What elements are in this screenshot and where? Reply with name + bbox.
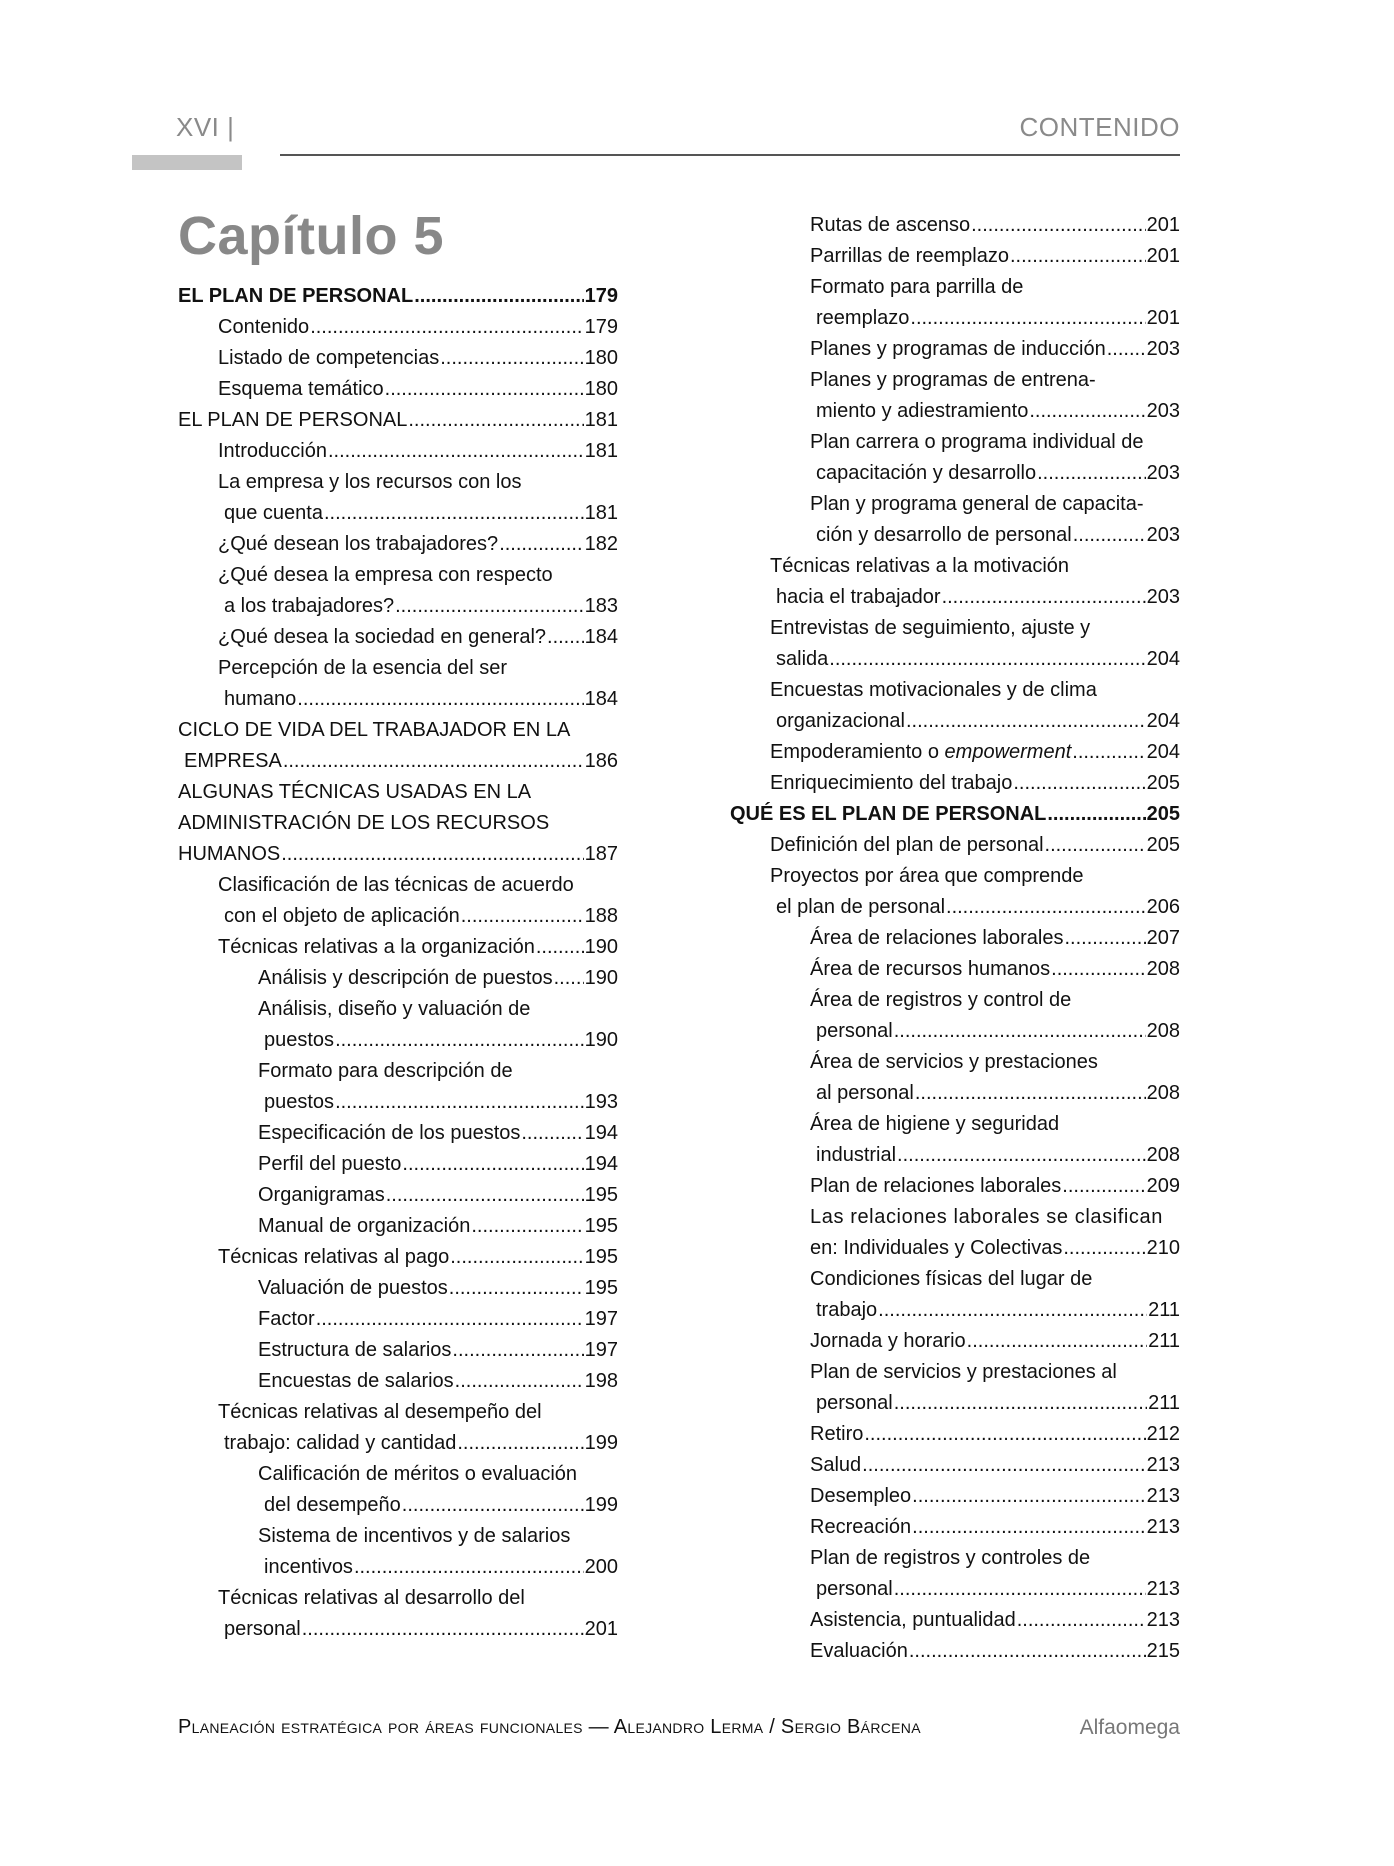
toc-entry (178, 715, 618, 777)
toc-page-number: 205 (1146, 834, 1180, 856)
toc-entry-first-line: Plan carrera o programa individual de (810, 431, 1144, 453)
dot-leader (521, 1118, 583, 1149)
toc-entry-first-line: Área de registros y control de (810, 989, 1072, 1011)
toc-entry (178, 1397, 618, 1459)
toc-page-number: 203 (1146, 462, 1180, 484)
dot-leader (906, 706, 1146, 737)
toc-entry (730, 1326, 1180, 1357)
toc-entry (178, 622, 618, 653)
toc-entry (730, 1202, 1180, 1264)
toc-entry (178, 281, 618, 312)
toc-entry-title: Listado de competencias (218, 347, 440, 369)
toc-entry-first-line: Área de servicios y prestaciones (810, 1051, 1098, 1073)
toc-page-number: 190 (584, 967, 618, 989)
toc-page-number: 201 (1146, 214, 1180, 236)
toc-entry-title: Perfil del puesto (258, 1153, 402, 1175)
toc-entry-title: miento y adiestramiento (816, 400, 1029, 422)
dot-leader (1063, 1233, 1145, 1264)
toc-right-column (730, 210, 1180, 1667)
toc-entry-title: personal (816, 1020, 893, 1042)
toc-page-number: 204 (1146, 741, 1180, 763)
toc-page-number: 203 (1146, 338, 1180, 360)
dot-leader (894, 1574, 1146, 1605)
toc-entry (730, 1047, 1180, 1109)
dot-leader (457, 1428, 583, 1459)
toc-entry-first-line: Las relaciones laborales se clasifican (810, 1206, 1163, 1228)
toc-page-number: 180 (584, 378, 618, 400)
toc-entry-title: Manual de organización (258, 1215, 471, 1237)
toc-entry (178, 1304, 618, 1335)
toc-page-number: 186 (584, 750, 618, 772)
dot-leader (1010, 241, 1146, 272)
toc-entry (730, 613, 1180, 675)
toc-entry (178, 1459, 618, 1521)
toc-page-number: 183 (584, 595, 618, 617)
dot-leader (316, 1304, 584, 1335)
toc-page-number: 210 (1146, 1237, 1180, 1259)
toc-entry-title: Valuación de puestos (258, 1277, 448, 1299)
toc-page-number: 213 (1146, 1485, 1180, 1507)
toc-page-number: 215 (1146, 1640, 1180, 1662)
toc-entry (178, 1180, 618, 1211)
toc-entry-title: EMPRESA (184, 750, 282, 772)
toc-page-number: 200 (584, 1556, 618, 1578)
toc-page-number: 201 (1146, 307, 1180, 329)
dot-leader (499, 529, 583, 560)
toc-entry (178, 1366, 618, 1397)
dot-leader (471, 1211, 583, 1242)
toc-entry-title: Parrillas de reemplazo (810, 245, 1009, 267)
toc-page-number: 197 (584, 1308, 618, 1330)
toc-page-number: 212 (1146, 1423, 1180, 1445)
dot-leader (1072, 737, 1145, 768)
toc-page-number: 199 (584, 1494, 618, 1516)
toc-entry (730, 1481, 1180, 1512)
toc-entry-title: Recreación (810, 1516, 912, 1538)
toc-entry-title: Área de relaciones laborales (810, 927, 1064, 949)
toc-entry-first-line: La empresa y los recursos con los (218, 471, 522, 493)
dot-leader (1065, 923, 1146, 954)
toc-entry-title: Técnicas relativas a la organización (218, 936, 535, 958)
dot-leader (414, 281, 583, 312)
toc-page-number: 179 (584, 285, 618, 307)
toc-entry (178, 405, 618, 436)
chapter-title: Capítulo 5 (178, 206, 445, 266)
toc-entry-title: Asistencia, puntualidad (810, 1609, 1016, 1631)
toc-entry-first-line: Proyectos por área que comprende (770, 865, 1084, 887)
dot-leader (440, 343, 583, 374)
dot-leader (450, 1242, 583, 1273)
toc-entry-title: incentivos (264, 1556, 353, 1578)
dot-leader (894, 1388, 1147, 1419)
section-title: CONTENIDO (1019, 112, 1180, 142)
dot-leader (1051, 954, 1145, 985)
toc-entry (178, 436, 618, 467)
toc-entry (730, 272, 1180, 334)
dot-leader (455, 1366, 584, 1397)
toc-page-number: 203 (1146, 586, 1180, 608)
toc-entry (730, 675, 1180, 737)
toc-entry-title: Retiro (810, 1423, 864, 1445)
dot-leader (829, 644, 1145, 675)
toc-entry (730, 737, 1180, 768)
dot-leader (449, 1273, 584, 1304)
toc-entry-title: QUÉ ES EL PLAN DE PERSONAL (730, 803, 1047, 825)
toc-entry-title: EL PLAN DE PERSONAL (178, 409, 408, 431)
toc-entry-title: industrial (816, 1144, 897, 1166)
toc-page-number: 208 (1146, 958, 1180, 980)
toc-entry-first-line: Técnicas relativas al desempeño del (218, 1401, 542, 1423)
toc-entry (178, 870, 618, 932)
toc-entry-title: reemplazo (816, 307, 910, 329)
toc-entry (178, 777, 618, 870)
dot-leader (310, 312, 583, 343)
toc-left-column (178, 281, 618, 1645)
toc-entry-title: puestos (264, 1091, 335, 1113)
toc-entry-first-line: Plan de registros y controles de (810, 1547, 1091, 1569)
toc-entry (730, 861, 1180, 923)
toc-entry-first-line: ¿Qué desea la empresa con respecto (218, 564, 553, 586)
toc-entry (730, 1264, 1180, 1326)
toc-entry (730, 799, 1180, 830)
toc-entry (730, 1543, 1180, 1605)
toc-page-number: 193 (584, 1091, 618, 1113)
toc-entry-title: humano (224, 688, 297, 710)
toc-entry-first-line: Percepción de la esencia del ser (218, 657, 508, 679)
toc-entry-title: al personal (816, 1082, 914, 1104)
toc-page-number: 194 (584, 1122, 618, 1144)
toc-entry-title: personal (224, 1618, 301, 1640)
dot-leader (324, 498, 584, 529)
dot-leader (1047, 799, 1145, 830)
toc-entry-title: personal (816, 1578, 893, 1600)
toc-entry-first-line: Formato para parrilla de (810, 276, 1024, 298)
dot-leader (894, 1016, 1146, 1047)
toc-entry-first-line: Plan de servicios y prestaciones al (810, 1361, 1117, 1383)
dot-leader (878, 1295, 1147, 1326)
toc-page-number: 188 (584, 905, 618, 927)
toc-entry-title: Plan de relaciones laborales (810, 1175, 1062, 1197)
footer-publisher: Alfaomega (1079, 1716, 1180, 1739)
dot-leader (967, 1326, 1147, 1357)
dot-leader (910, 303, 1145, 334)
toc-entry-title: del desempeño (264, 1494, 401, 1516)
toc-entry (730, 1357, 1180, 1419)
toc-entry-title: Estructura de salarios (258, 1339, 452, 1361)
toc-page-number: 179 (584, 316, 618, 338)
toc-entry-first-line: Análisis, diseño y valuación de (258, 998, 531, 1020)
toc-page-number: 208 (1146, 1020, 1180, 1042)
toc-page-number: 182 (584, 533, 618, 555)
toc-page-number: 213 (1146, 1454, 1180, 1476)
toc-page-number: 201 (1146, 245, 1180, 267)
toc-entry (730, 1109, 1180, 1171)
toc-entry-title: Jornada y horario (810, 1330, 966, 1352)
dot-leader (408, 405, 583, 436)
toc-page-number: 190 (584, 936, 618, 958)
toc-entry-title: ción y desarrollo de personal (816, 524, 1072, 546)
toc-entry-title: Organigramas (258, 1184, 385, 1206)
toc-entry (730, 1512, 1180, 1543)
toc-entry-first-line: Planes y programas de entrena- (810, 369, 1096, 391)
dot-leader (385, 374, 584, 405)
toc-page-number: 211 (1148, 1330, 1180, 1352)
dot-leader (909, 1636, 1146, 1667)
toc-entry-title: trabajo (816, 1299, 878, 1321)
toc-page-number: 205 (1146, 772, 1180, 794)
toc-entry-title: Rutas de ascenso (810, 214, 971, 236)
toc-entry (178, 343, 618, 374)
toc-page-number: 187 (584, 843, 618, 865)
dot-leader (1045, 830, 1146, 861)
dot-leader (554, 963, 584, 994)
dot-leader (1073, 520, 1146, 551)
toc-page-number: 181 (584, 409, 618, 431)
toc-entry-title: capacitación y desarrollo (816, 462, 1037, 484)
toc-entry-title: Planes y programas de inducción (810, 338, 1106, 360)
toc-entry-title: Salud (810, 1454, 862, 1476)
dot-leader (402, 1149, 583, 1180)
toc-entry (730, 1636, 1180, 1667)
toc-entry-title: Especificación de los puestos (258, 1122, 521, 1144)
toc-entry-first-line: Técnicas relativas al desarrollo del (218, 1587, 525, 1609)
toc-entry-title: el plan de personal (776, 896, 946, 918)
dot-leader (915, 1078, 1146, 1109)
toc-entry-title: Área de recursos humanos (810, 958, 1051, 980)
toc-page-number: 203 (1146, 524, 1180, 546)
toc-entry (730, 210, 1180, 241)
dot-leader (946, 892, 1146, 923)
toc-entry (178, 374, 618, 405)
dot-leader (912, 1481, 1145, 1512)
toc-entry-title: Encuestas de salarios (258, 1370, 454, 1392)
toc-entry (730, 1450, 1180, 1481)
toc-entry (730, 954, 1180, 985)
toc-entry (178, 994, 618, 1056)
dot-leader (547, 622, 584, 653)
toc-entry-title: Enriquecimiento del trabajo (770, 772, 1013, 794)
toc-entry-title: a los trabajadores? (224, 595, 395, 617)
toc-entry (730, 1419, 1180, 1450)
toc-entry (730, 551, 1180, 613)
toc-entry-first-line: ALGUNAS TÉCNICAS USADAS EN LA (178, 781, 532, 803)
toc-page-number: 207 (1146, 927, 1180, 949)
dot-leader (461, 901, 584, 932)
dot-leader (328, 436, 584, 467)
toc-page-number: 208 (1146, 1144, 1180, 1166)
dot-leader (402, 1490, 584, 1521)
dot-leader (354, 1552, 584, 1583)
toc-page-number: 205 (1146, 803, 1180, 825)
toc-page-number: 190 (584, 1029, 618, 1051)
toc-entry-title: Técnicas relativas al pago (218, 1246, 450, 1268)
toc-page-number: 208 (1146, 1082, 1180, 1104)
toc-entry-title: que cuenta (224, 502, 323, 524)
toc-entry (178, 1149, 618, 1180)
toc-entry-title: Empoderamiento o (770, 741, 939, 763)
dot-leader (395, 591, 584, 622)
dot-leader (335, 1025, 584, 1056)
toc-entry (730, 923, 1180, 954)
toc-page-number: 203 (1146, 400, 1180, 422)
toc-entry (178, 1211, 618, 1242)
toc-entry (730, 830, 1180, 861)
toc-page-number: 195 (584, 1246, 618, 1268)
dot-leader (942, 582, 1146, 613)
toc-entry-title: Factor (258, 1308, 315, 1330)
toc-page-number: 198 (584, 1370, 618, 1392)
toc-page-number: 197 (584, 1339, 618, 1361)
dot-leader (912, 1512, 1145, 1543)
dot-leader (1062, 1171, 1145, 1202)
page-number: XVI | (176, 112, 235, 142)
toc-entry-first-line: Técnicas relativas a la motivación (770, 555, 1070, 577)
toc-entry-title: personal (816, 1392, 893, 1414)
toc-entry (178, 1521, 618, 1583)
toc-page-number: 184 (584, 688, 618, 710)
header-bar (132, 155, 242, 170)
toc-entry-title: hacia el trabajador (776, 586, 941, 608)
toc-entry-title: trabajo: calidad y cantidad (224, 1432, 457, 1454)
footer-book-title: Planeación estratégica por áreas funcionales — Alejandro Lerma / Sergio Bárcena (178, 1716, 921, 1738)
toc-entry-title: Esquema temático (218, 378, 384, 400)
toc-entry (178, 1273, 618, 1304)
toc-entry (730, 489, 1180, 551)
dot-leader (862, 1450, 1145, 1481)
toc-entry-italic: empowerment (944, 741, 1072, 763)
toc-entry-first-line: Plan y programa general de capacita- (810, 493, 1144, 515)
toc-page-number: 204 (1146, 710, 1180, 732)
dot-leader (1013, 768, 1145, 799)
toc-entry-title: con el objeto de aplicación (224, 905, 460, 927)
toc-entry-title: ¿Qué desean los trabajadores? (218, 533, 499, 555)
dot-leader (302, 1614, 584, 1645)
toc-page-number: 180 (584, 347, 618, 369)
toc-entry-first-line: Condiciones físicas del lugar de (810, 1268, 1093, 1290)
dot-leader (335, 1087, 584, 1118)
toc-entry-first-line: Entrevistas de seguimiento, ajuste y (770, 617, 1091, 639)
dot-leader (1107, 334, 1146, 365)
toc-page-number: 213 (1146, 1516, 1180, 1538)
header-rule (280, 154, 1180, 156)
toc-entry (730, 1171, 1180, 1202)
toc-page-number: 195 (584, 1184, 618, 1206)
toc-page-number: 209 (1146, 1175, 1180, 1197)
toc-entry-title: Definición del plan de personal (770, 834, 1044, 856)
dot-leader (897, 1140, 1146, 1171)
toc-entry (730, 334, 1180, 365)
toc-entry (178, 1118, 618, 1149)
dot-leader (536, 932, 584, 963)
toc-entry-title: organizacional (776, 710, 905, 732)
toc-entry (730, 241, 1180, 272)
toc-entry-title: en: Individuales y Colectivas (810, 1237, 1063, 1259)
toc-entry-first-line: Clasificación de las técnicas de acuerdo (218, 874, 574, 896)
toc-entry-title: Introducción (218, 440, 327, 462)
toc-entry-first-line: Calificación de méritos o evaluación (258, 1463, 578, 1485)
dot-leader (452, 1335, 583, 1366)
toc-entry-first-line: CICLO DE VIDA DEL TRABAJADOR EN LA (178, 719, 571, 741)
toc-entry-first-line: Área de higiene y seguridad (810, 1113, 1060, 1135)
toc-entry (178, 1056, 618, 1118)
toc-page-number: 195 (584, 1215, 618, 1237)
toc-entry-title: Evaluación (810, 1640, 908, 1662)
toc-entry (178, 312, 618, 343)
toc-entry (730, 427, 1180, 489)
toc-page-number: 206 (1146, 896, 1180, 918)
toc-page-number: 211 (1148, 1392, 1180, 1414)
toc-entry-middle-line: ADMINISTRACIÓN DE LOS RECURSOS (178, 812, 550, 834)
toc-page-number: 213 (1146, 1609, 1180, 1631)
dot-leader (386, 1180, 584, 1211)
toc-entry-title: Análisis y descripción de puestos (258, 967, 553, 989)
dot-leader (281, 839, 583, 870)
toc-entry-first-line: Formato para descripción de (258, 1060, 513, 1082)
toc-entry-title: HUMANOS (178, 843, 281, 865)
dot-leader (864, 1419, 1145, 1450)
toc-page-number: 211 (1148, 1299, 1180, 1321)
toc-entry (178, 529, 618, 560)
toc-entry-first-line: Sistema de incentivos y de salarios (258, 1525, 571, 1547)
toc-page-number: 213 (1146, 1578, 1180, 1600)
toc-page-number: 181 (584, 502, 618, 524)
toc-entry (178, 1242, 618, 1273)
dot-leader (1017, 1605, 1146, 1636)
toc-entry-title: Contenido (218, 316, 310, 338)
dot-leader (297, 684, 583, 715)
dot-leader (971, 210, 1146, 241)
toc-entry (730, 1605, 1180, 1636)
toc-entry (730, 985, 1180, 1047)
toc-entry (178, 653, 618, 715)
toc-page-number: 201 (584, 1618, 618, 1640)
toc-entry (730, 365, 1180, 427)
toc-entry (178, 467, 618, 529)
toc-entry (730, 768, 1180, 799)
toc-page-number: 184 (584, 626, 618, 648)
toc-entry (178, 1583, 618, 1645)
toc-entry (178, 963, 618, 994)
toc-entry-title: salida (776, 648, 829, 670)
toc-entry-title: puestos (264, 1029, 335, 1051)
toc-entry (178, 1335, 618, 1366)
toc-entry (178, 560, 618, 622)
toc-page-number: 199 (584, 1432, 618, 1454)
toc-entry-title: ¿Qué desea la sociedad en general? (218, 626, 547, 648)
dot-leader (1037, 458, 1146, 489)
toc-page-number: 195 (584, 1277, 618, 1299)
toc-page-number: 204 (1146, 648, 1180, 670)
toc-entry-title: EL PLAN DE PERSONAL (178, 285, 414, 307)
toc-page-number: 181 (584, 440, 618, 462)
toc-page-number: 194 (584, 1153, 618, 1175)
toc-entry-first-line: Encuestas motivacionales y de clima (770, 679, 1097, 701)
dot-leader (283, 746, 584, 777)
toc-entry (178, 932, 618, 963)
dot-leader (1029, 396, 1145, 427)
toc-entry-title: Desempleo (810, 1485, 912, 1507)
